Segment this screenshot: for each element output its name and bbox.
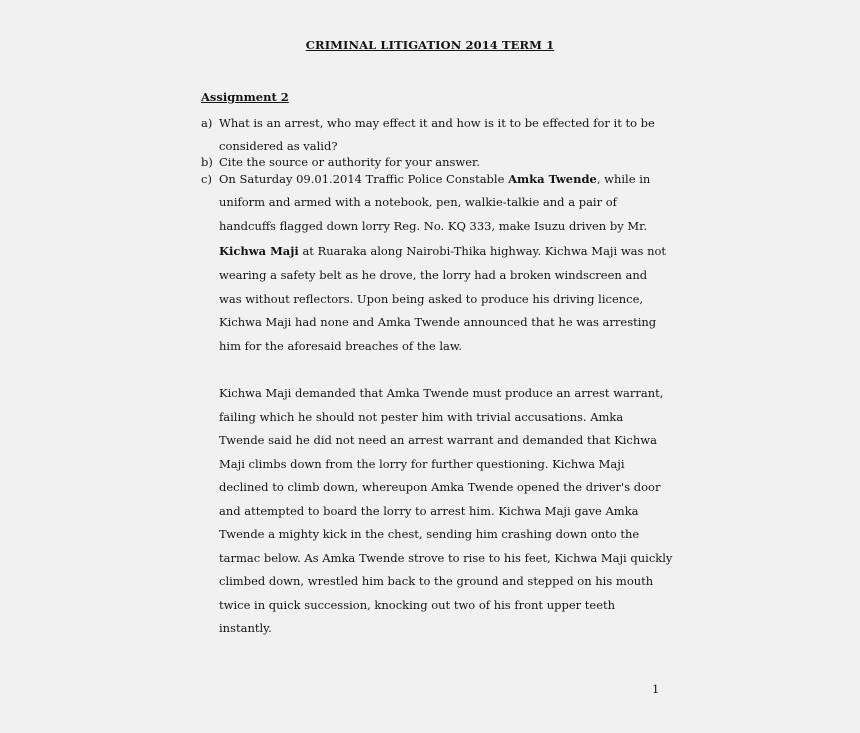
paragraph-line: declined to climb down, whereupon Amka Twende opened the driver's door — [219, 480, 661, 494]
paragraph-line: and attempted to board the lorry to arrest him. Kichwa Maji gave Amka — [219, 504, 639, 518]
question-c-line: wearing a safety belt as he drove, the lorry had a broken windscreen and — [219, 268, 648, 282]
page-number: 1 — [652, 682, 660, 696]
question-c-line: handcuffs flagged down lorry Reg. No. KQ 333, make Isuzu driven by Mr. — [219, 219, 648, 233]
question-a-line: considered as valid? — [219, 139, 338, 153]
paragraph-line: Twende a mighty kick in the chest, sending him crashing down onto the — [219, 527, 640, 541]
question-c-line: was without reflectors. Upon being asked to produce his driving licence, — [219, 292, 644, 306]
text-run: , while in — [596, 172, 651, 186]
question-a-label: a) — [201, 116, 213, 130]
question-a-line: What is an arrest, who may effect it and how is it to be effected for it to be — [219, 116, 655, 130]
question-c-line: Kichwa Maji had none and Amka Twende announced that he was arresting — [219, 315, 657, 329]
paragraph-line: instantly. — [219, 621, 272, 635]
assignment-heading: Assignment 2 — [201, 90, 289, 104]
question-c-label: c) — [201, 172, 212, 186]
question-b-label: b) — [201, 155, 213, 169]
paragraph-line: Kichwa Maji demanded that Amka Twende must produce an arrest warrant, — [219, 386, 664, 400]
question-b-line: Cite the source or authority for your answer. — [219, 155, 480, 169]
question-c-line: him for the aforesaid breaches of the law. — [219, 339, 462, 353]
question-c-line — [219, 172, 650, 186]
paragraph-line: failing which he should not pester him with trivial accusations. Amka — [219, 410, 624, 424]
bold-name: Kichwa Maji — [219, 244, 299, 258]
text-run: On Saturday 09.01.2014 Traffic Police Constable — [219, 172, 509, 186]
paragraph-line: tarmac below. As Amka Twende strove to rise to his feet, Kichwa Maji quickly — [219, 551, 673, 565]
text-run: at Ruaraka along Nairobi-Thika highway. Kichwa Maji was not — [298, 244, 667, 258]
document-title: CRIMINAL LITIGATION 2014 TERM 1 — [305, 38, 555, 52]
question-c-line — [219, 244, 666, 258]
question-c-line: uniform and armed with a notebook, pen, walkie-talkie and a pair of — [219, 195, 617, 209]
bold-name: Amka Twende — [508, 172, 597, 186]
paragraph-line: Twende said he did not need an arrest warrant and demanded that Kichwa — [219, 433, 657, 447]
paragraph-line: twice in quick succession, knocking out two of his front upper teeth — [219, 598, 616, 612]
paragraph-line: climbed down, wrestled him back to the ground and stepped on his mouth — [219, 574, 654, 588]
paragraph-line: Maji climbs down from the lorry for further questioning. Kichwa Maji — [219, 457, 625, 471]
